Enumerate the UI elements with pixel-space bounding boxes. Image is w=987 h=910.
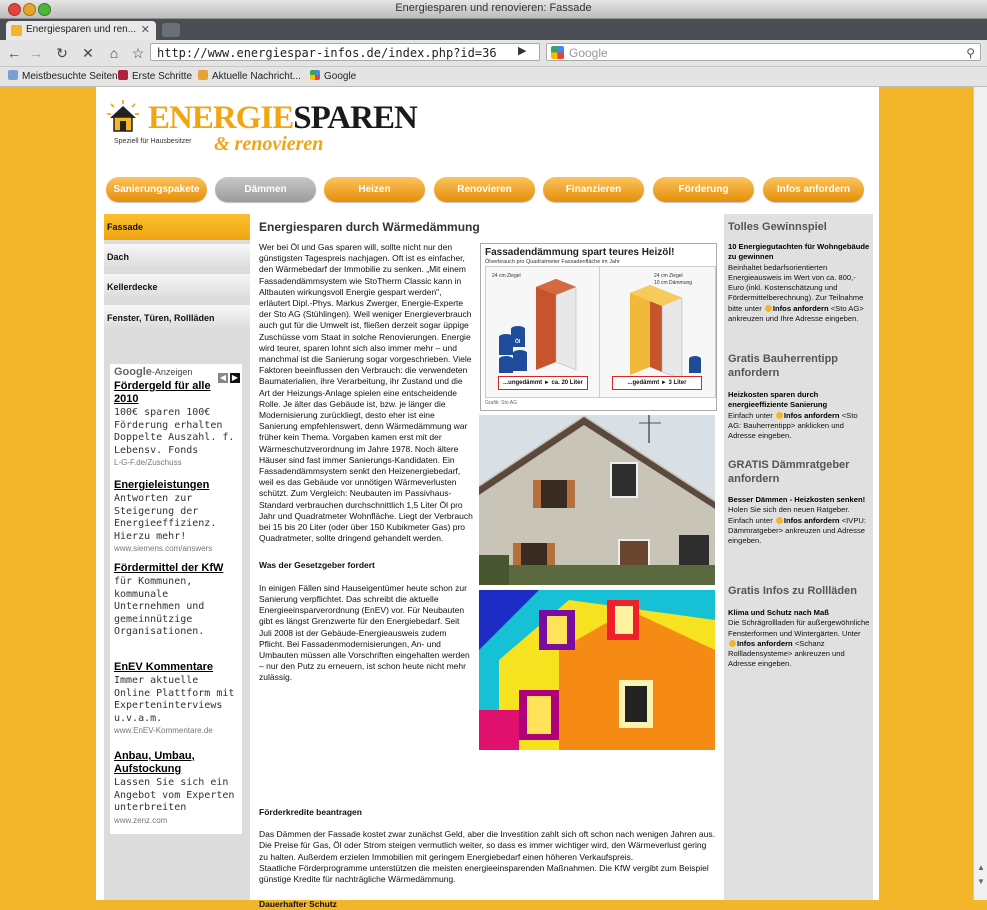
forward-arrow-icon[interactable]: → xyxy=(29,45,43,61)
promo-text: Besser Dämmen - Heizkosten senken! Holen Sie sich den neuen Ratgeber. Einfach unter Infos anfordern <IVPU: Dämmratgeber> ankreuzen und Adresse eingeben. xyxy=(728,495,866,546)
browser-toolbar xyxy=(0,40,987,67)
article-paragraph: Wer bei Öl und Gas sparen will, sollte nicht nur den günstigsten Tagespreis nachjagen. Oft ist es einfacher, den Wärmebedarf der Immobilie zu senken. „Mit einem Fassadendämmsystem wie StoTherm Classic kann in Altbauten wirkungsvoll Energie gespart werden", erläutert Dipl.-Phys. Markus Zwerger, Energie-Experte der Sto AG (Stühlingen). Weil weniger Energieverbrauch auch gut für die Umwelt ist, fließen derzeit sogar üppige Zuschüsse vom Staat in solche Renovierungen. Energie wird teurer, sparen lohnt sich also immer mehr – und manchmal ist die Sanierung sogar vorgeschrieben. Viele Faktoren beeinflussen den Verbrauch: die verwendeten Baumaterialien, ihre Verarbeitung, ihr Zustand und die Art der Heizungs-Anlage spielen eine entscheidende Rolle. Je älter das Gebäude ist, bzw. je länger die Modernisierung zurückliegt, desto eher ist eine Sanierung empfehlenswert, denn Wärmedämmung war früher kein Thema. Vorgaben kamen erst mit der Wärmeschutzverordnung im Jahre 1978. Noch ältere Häuser sind fast immer Sanierungs-Kandidaten. Ein Fassadendämmsystem senkt den Heizenergiebedarf, weil es das Gebäude vor unnötigen Wärmeverlusten schützt. Zum Vergleich: Neubauten im Passivhaus-Standard verbrauchen durchschnittlich 1,5 Liter Öl pro Jahr und Quadratmeter Wohnfläche. Liegt der Verbrauch bei 15 bis 20 Liter (oder über 150 Kubikmeter Gas) pro Quadratmeter, sollte dringend gehandelt werden. xyxy=(259,242,473,544)
scroll-up-icon[interactable]: ▲ xyxy=(977,863,985,872)
tab-close-icon[interactable]: ✕ xyxy=(140,24,150,36)
uninsulated-panel: 24 cm Ziegel Öl ...ungedämmt ► ca. 20 Liter xyxy=(485,266,602,398)
ads-next-icon[interactable]: ▶ xyxy=(231,373,239,382)
google-ads-box xyxy=(110,364,242,834)
bookmark-news[interactable]: Aktuelle Nachricht... xyxy=(198,70,301,82)
ad-item[interactable]: Energieleistungen Antworten zur Steigerung der Energieeffizienz. Hierzu mehr! www.siemens.com/answers xyxy=(114,479,217,553)
infos-anfordern-link[interactable]: Infos anfordern xyxy=(783,515,840,525)
article-body xyxy=(259,242,473,684)
insulated-panel: 24 cm Ziegel 10 cm Dämmung ...gedämmt ► 3 Liter xyxy=(599,266,716,398)
bookmark-first-steps[interactable]: Erste Schritte xyxy=(118,70,192,82)
nav-heizen[interactable]: Heizen xyxy=(324,177,425,202)
nav-infos-anfordern[interactable]: Infos anfordern xyxy=(763,177,864,202)
left-sidebar xyxy=(104,214,250,900)
logo-renovieren: & renovieren xyxy=(214,133,324,155)
bookmark-google[interactable]: Google xyxy=(310,70,356,82)
window-title: Energiesparen und renovieren: Fassade xyxy=(395,2,592,14)
ads-header: Google-Anzeigen xyxy=(114,366,193,378)
reload-icon[interactable]: ↻ xyxy=(56,45,68,61)
bulb-icon xyxy=(776,517,783,524)
rss-icon xyxy=(198,70,208,80)
house-photo xyxy=(479,415,715,585)
stop-icon[interactable]: ✕ xyxy=(82,45,94,61)
search-field[interactable] xyxy=(546,43,981,61)
ad-item[interactable]: Anbau, Umbau, Aufstockung Lassen Sie sich ein Angebot vom Experten unterbreiten www.zenz.com xyxy=(114,750,235,825)
bookmark-star-icon[interactable]: ☆ xyxy=(131,45,145,61)
article-paragraph: Staatliche Förderprogramme unterstützen die meisten energieeinsparenden Maßnahmen. Die KfW vergibt zum Beispiel günstige Kredite für nachträgliche Wärmedämmung. xyxy=(259,862,709,885)
promo-title: Gratis Infos zu Rollläden xyxy=(728,585,857,597)
house-sun-logo-icon xyxy=(106,99,140,133)
insulation-infographic xyxy=(480,243,717,411)
article-paragraph: In einigen Fällen sind Hauseigentümer heute schon zur Sanierung verpflichtet. Das schreibt die aktuelle Energieeinsparverordnung (EnEV) vor. Für Neubauten gibt es längst Grenzwerte für den Energiebedarf. Seit Juli 2008 ist der Gebäude-Energieausweis zudem Pflicht. Bei Fassadenmodernisierungen, An- und Umbauten müssen alle Vorschriften eingehalten werden – nur den Putz zu erneuern, ist schon heute nicht mehr zulässig. xyxy=(259,582,470,683)
page-scrollbar[interactable] xyxy=(973,87,987,900)
thermal-image xyxy=(479,590,715,750)
sidebar-item-kellerdecke[interactable]: Kellerdecke xyxy=(104,274,250,300)
go-arrow-icon[interactable]: ▶ xyxy=(518,45,527,57)
search-placeholder: Google xyxy=(569,46,608,60)
infographic-credit: Grafik: Sto AG xyxy=(485,400,517,406)
bookmark-icon xyxy=(8,70,18,80)
sidebar-item-dach[interactable]: Dach xyxy=(104,244,250,270)
section-heading: Förderkredite beantragen xyxy=(259,807,362,817)
page-title: Energiesparen durch Wärmedämmung xyxy=(259,220,480,234)
window-titlebar xyxy=(0,0,987,19)
ad-item[interactable]: EnEV Kommentare Immer aktuelle Online Plattform mit Experteninterviews u.v.a.m. www.EnEV-Kommentare.de xyxy=(114,661,235,735)
home-icon[interactable]: ⌂ xyxy=(109,45,119,61)
section-heading: Was der Gesetzgeber fordert xyxy=(259,560,375,571)
ads-prev-icon[interactable]: ◀ xyxy=(219,373,227,382)
browser-tab-active[interactable] xyxy=(6,21,156,40)
infographic-subtitle: Ölverbrauch pro Quadratmeter Fassadenfläche im Jahr xyxy=(485,259,620,265)
bulb-icon xyxy=(729,640,736,647)
bookmark-icon xyxy=(118,70,128,80)
promo-text: 10 Energiegutachten für Wohngebäude zu gewinnen Beinhaltet bedarfsorientierten Energieausweis im Wert von ca. 800,- Euro (inkl. Kostenschätzung und Fördermittelberechnung). Zur Teilnahme bitte unter Infos anfordern <Sto AG> ankreuzen und Ihre Adresse eingeben. xyxy=(728,242,870,324)
search-magnifier-icon[interactable]: ⚲ xyxy=(966,46,975,60)
infographic-title: Fassadendämmung spart teures Heizöl! xyxy=(485,247,675,258)
google-icon xyxy=(310,70,320,80)
scroll-down-icon[interactable]: ▼ xyxy=(977,877,985,886)
right-sidebar xyxy=(724,214,873,900)
thermal-image-illustration xyxy=(479,590,715,750)
infos-anfordern-link[interactable]: Infos anfordern xyxy=(772,303,829,313)
favicon-icon xyxy=(11,25,22,36)
house-photo-illustration xyxy=(479,415,715,585)
nav-sanierungspakete[interactable]: Sanierungspakete xyxy=(106,177,207,202)
logo-tagline: Speziell für Hausbesitzer xyxy=(114,138,192,145)
infos-anfordern-link[interactable]: Infos anfordern xyxy=(737,638,793,648)
bulb-icon xyxy=(776,412,783,419)
article-body-wide xyxy=(259,807,717,910)
uninsulated-tag: ...ungedämmt ► ca. 20 Liter xyxy=(498,376,588,390)
address-bar[interactable]: http://www.energiespar-infos.de/index.php?id=36 xyxy=(150,43,540,61)
nav-daemmen[interactable]: Dämmen xyxy=(215,177,316,202)
promo-text: Klima und Schutz nach Maß Die Schrägrollladen für außergewöhnliche Fensterformen und Wintergärten. Unter Infos anfordern <Schanz Rollladensysteme> ankreuzen und Adresse eingeben. xyxy=(728,608,870,669)
nav-finanzieren[interactable]: Finanzieren xyxy=(543,177,644,202)
ad-item[interactable]: Fördermittel der KfW für Kommunen, kommunale Unternehmen und gemeinnützige Organisationen. xyxy=(114,562,224,637)
bookmark-most-visited[interactable]: Meistbesuchte Seiten xyxy=(8,70,118,82)
sidebar-item-fassade[interactable]: Fassade xyxy=(104,214,250,240)
tab-label: Energiesparen und ren... xyxy=(26,24,136,35)
promo-title: Gratis Bauherrentipp anfordern xyxy=(728,353,839,379)
promo-text: Heizkosten sparen durch energieeffiziente Sanierung Einfach unter Infos anfordern <Sto AG: Bauherrentipp> anklicken und Adresse eingeben. xyxy=(728,390,858,441)
bookmarks-bar xyxy=(0,67,987,87)
article-paragraph: Das Dämmen der Fassade kostet zwar zunächst Geld, aber die Investition zahlt sich oft schon nach wenigen Jahren aus. Die Preise für Gas, Öl oder Strom steigen vermutlich weiter, so dass es immer wichtiger wird, den Wärmeverlust gering zu halten. Außerdem erzielen Immobilien mit geringem Energiebedarf einen höheren Verkaufspreis. xyxy=(259,829,715,862)
ad-item[interactable]: Fördergeld für alle 2010 100€ sparen 100€ Förderung erhalten Doppelte Auszahl. f. Lebensv. Fonds L-G-F.de/Zuschuss xyxy=(114,380,235,467)
promo-title: Tolles Gewinnspiel xyxy=(728,221,827,233)
new-tab-button[interactable] xyxy=(162,23,180,37)
insulated-tag: ...gedämmt ► 3 Liter xyxy=(612,376,702,390)
sidebar-item-fenster[interactable]: Fenster, Türen, Rollläden xyxy=(104,305,250,331)
tab-bar xyxy=(0,19,987,40)
bulb-icon xyxy=(765,305,772,312)
section-heading: Dauerhafter Schutz xyxy=(259,899,337,910)
promo-title: GRATIS Dämmratgeber anfordern xyxy=(728,459,850,485)
logo-wordmark[interactable]: ENERGIESPAREN xyxy=(148,100,417,136)
google-search-icon xyxy=(551,46,564,59)
back-arrow-icon[interactable]: ← xyxy=(7,45,21,61)
nav-foerderung[interactable]: Förderung xyxy=(653,177,754,202)
infos-anfordern-link[interactable]: Infos anfordern xyxy=(783,410,840,420)
nav-renovieren[interactable]: Renovieren xyxy=(434,177,535,202)
web-page xyxy=(96,87,879,910)
